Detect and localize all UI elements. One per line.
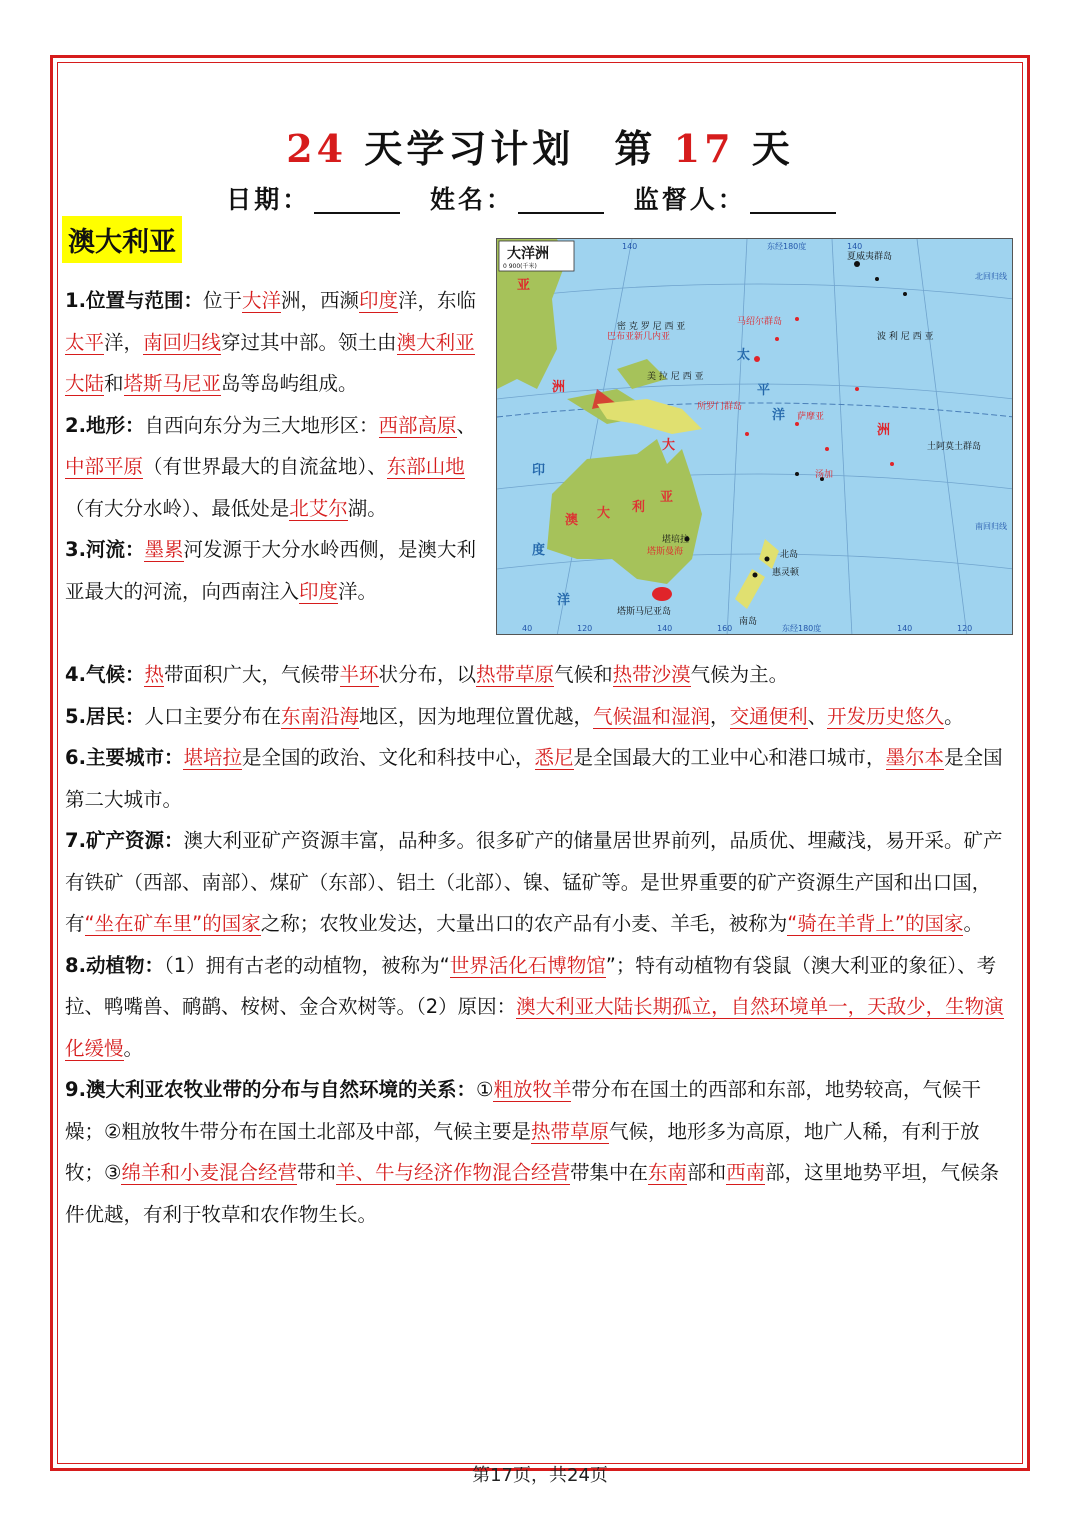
- map-svg: [497, 239, 1013, 635]
- title-text: 天学习计划: [364, 126, 575, 171]
- item-heading: 5.居民：: [65, 704, 145, 728]
- label-indian-3: 洋: [557, 593, 571, 608]
- item-heading: 4.气候：: [65, 663, 145, 686]
- lon-180-bottom: 东经180度: [782, 624, 822, 633]
- para-flora-fauna: [65, 945, 1015, 1070]
- label-tuamotu: 土阿莫土群岛: [927, 442, 982, 452]
- para-rivers: [65, 529, 485, 612]
- item-heading: 8.动植物：: [65, 953, 164, 977]
- body-text: 之称；农牧业发达，大量出口的农产品有小麦、羊毛，被称为: [260, 912, 788, 935]
- answer-text: 澳大利亚大陆: [65, 330, 475, 395]
- label-au-4: 亚: [660, 490, 674, 505]
- body-text: 。: [963, 912, 983, 935]
- label-indian-2: 度: [532, 543, 546, 558]
- body-text: 气候为主。: [690, 663, 789, 686]
- page-title: [0, 118, 1080, 173]
- body-text: ”；特有动植物有袋鼠（澳大利亚的象征）、考拉、鸭嘴兽、鸸鹋、桉树、金合欢树等。（2）原因：: [65, 953, 997, 1018]
- title-text-3: 天: [751, 126, 794, 171]
- answer-text: 粗放牧羊: [493, 1078, 572, 1101]
- date-field[interactable]: [314, 188, 400, 214]
- para-residents: [65, 696, 1015, 738]
- lon-120-bottom: 120: [577, 624, 593, 633]
- para-climate: [65, 654, 1015, 696]
- body-text: 地区，因为地理位置优越，: [359, 704, 594, 728]
- answer-text: 交通便利: [729, 704, 808, 728]
- answer-text: “骑在羊背上”的国家: [787, 912, 964, 935]
- para-cities: [65, 737, 1015, 820]
- answer-text: 墨累: [144, 538, 184, 561]
- answer-text: 开发历史悠久: [827, 704, 945, 728]
- lat-tropic-south: 南回归线: [975, 522, 1007, 531]
- map-title: 大洋洲: [507, 246, 549, 262]
- item-heading: 7.矿产资源：: [65, 829, 184, 852]
- label-au-2: 大: [597, 506, 611, 521]
- answer-text: 东南: [648, 1161, 688, 1184]
- body-text: （有世界最大的自流盆地）、: [143, 455, 387, 478]
- body-text: 穿过其中部。领土由: [221, 330, 397, 354]
- answer-text: 印度: [359, 289, 399, 312]
- answer-text: 澳大利亚大陆长期孤立，自然环境单一，天敌少，生物演化缓慢: [65, 995, 1004, 1060]
- item-heading: 9.澳大利亚农牧业带的分布与自然环境的关系：: [65, 1078, 476, 1101]
- body-text: 带集中在: [570, 1161, 649, 1184]
- label-pacific-3: 洋: [772, 408, 786, 423]
- label-solomon: 所罗门群岛: [697, 402, 743, 412]
- answer-text: 东部山地: [386, 455, 465, 478]
- answer-text: 东南沿海: [281, 704, 360, 728]
- body-text: 岛等岛屿组成。: [221, 372, 358, 395]
- lower-text: [65, 654, 1015, 1235]
- info-line: [0, 180, 1080, 216]
- body-text: 和: [104, 372, 124, 395]
- answer-text: 热带沙漠: [612, 663, 691, 686]
- answer-text: 堪培拉: [183, 746, 242, 769]
- label-au-1: 澳: [565, 513, 579, 528]
- body-text: ①: [475, 1078, 494, 1101]
- label-oceania-zhou: 洲: [877, 423, 891, 438]
- label-hawaii: 夏威夷群岛: [847, 252, 893, 262]
- answer-text: 南回归线: [143, 330, 222, 354]
- label-polynesia: 波 利 尼 西 亚: [877, 332, 934, 342]
- lon-120w-bottom: 120: [957, 624, 973, 633]
- label-zhou: 洲: [552, 380, 566, 395]
- label-canberra: 堪培拉: [662, 535, 690, 545]
- answer-text: 绵羊和小麦混合经营: [121, 1161, 297, 1184]
- label-pacific-2: 平: [757, 383, 771, 398]
- name-field[interactable]: [518, 188, 604, 214]
- label-south-island: 南岛: [739, 617, 758, 627]
- answer-text: 半环: [339, 663, 379, 686]
- answer-text: 气候温和湿润: [593, 704, 711, 728]
- section-heading: 澳大利亚: [62, 216, 182, 263]
- label-samoa: 萨摩亚: [797, 412, 825, 422]
- lat-tropic-north: 北回归线: [975, 272, 1007, 281]
- supervisor-label: 监督人：: [633, 185, 746, 214]
- answer-text: “坐在矿车里”的国家: [84, 912, 261, 935]
- body-text: 湖。: [347, 496, 387, 520]
- answer-text: 西部高原: [378, 413, 457, 437]
- answer-text: 大洋: [242, 289, 282, 312]
- para-location: [65, 280, 485, 405]
- body-text: 洋，东临: [398, 289, 477, 312]
- body-text: 洋。: [338, 579, 378, 603]
- label-wellington: 惠灵顿: [772, 568, 800, 578]
- label-indian-1: 印: [532, 463, 546, 478]
- body-text: ，: [710, 704, 730, 728]
- item-heading: 6.主要城市：: [65, 746, 184, 769]
- para-minerals: [65, 820, 1015, 945]
- answer-text: 印度: [299, 579, 339, 603]
- body-text: 气候，地形多为高原，地广人稀，有利于放牧；③: [65, 1119, 980, 1184]
- body-text: 带和: [297, 1161, 337, 1184]
- para-agriculture: [65, 1069, 1015, 1235]
- day-number: 17: [673, 126, 735, 171]
- lon-140w-bottom: 140: [897, 624, 913, 633]
- answer-text: 世界活化石博物馆: [449, 953, 606, 977]
- para-terrain: [65, 405, 485, 530]
- body-text: 。: [123, 1036, 144, 1060]
- answer-text: 热带草原: [476, 663, 555, 686]
- page-footer: 第17页，共24页: [472, 1465, 608, 1486]
- label-melanesia: 美 拉 尼 西 亚: [647, 372, 704, 382]
- item-heading: 3.河流：: [65, 538, 145, 561]
- answer-text: 羊、牛与经济作物混合经营: [336, 1161, 571, 1184]
- lon-180-top: 东经180度: [767, 242, 807, 251]
- body-text: 、: [807, 704, 828, 728]
- body-text: 澳大利亚矿产资源丰富，品种多。很多矿产的储量居世界前列，品质优、埋藏浅，易开采。矿产有铁矿（西部、南部）、煤矿（东部）、铝土（北部）、镍、锰矿等。是世界重要的矿产资源生产国和出口国，有: [65, 829, 1003, 935]
- body-text: 。: [944, 704, 964, 728]
- lon-140-top: 140: [622, 242, 638, 251]
- body-text: （有大分水岭）、最低处是: [65, 496, 290, 520]
- body-text: 带分布在国土的西部和东部，地势较高，气候干燥；②粗放牧牛带分布在国土北部及中部，气候主要是: [65, 1078, 981, 1143]
- upper-text: [65, 280, 485, 612]
- answer-text: 中部平原: [65, 455, 144, 478]
- label-au-3: 利: [632, 500, 646, 515]
- body-text: 自西向东分为三大地形区：: [144, 413, 379, 437]
- lon-40-bottom: 40: [522, 624, 533, 633]
- item-heading: 1.位置与范围：: [65, 289, 203, 312]
- label-png: 巴布亚新几内亚: [607, 332, 671, 342]
- answer-text: 西南: [726, 1161, 766, 1184]
- body-text: 位于: [202, 289, 242, 312]
- body-text: 人口主要分布在: [144, 704, 281, 728]
- body-text: 部和: [687, 1161, 727, 1184]
- body-text: 河发源于大分水岭西侧，是澳大利亚最大的河流，向西南注入: [65, 538, 477, 603]
- answer-text: 悉尼: [534, 746, 574, 769]
- day-total: 24: [286, 126, 348, 171]
- body-text: 是全国的政治、文化和科技中心，: [242, 746, 535, 769]
- label-micronesia: 密 克 罗 尼 西 亚: [617, 322, 686, 332]
- oceania-map: [496, 238, 1013, 635]
- label-da: 大: [662, 438, 676, 453]
- label-pacific-1: 太: [737, 348, 751, 363]
- name-label: 姓名：: [429, 185, 514, 214]
- lon-160-bottom: 160: [717, 624, 733, 633]
- map-scale: 0 900(千米): [503, 263, 537, 270]
- answer-text: 热: [144, 663, 164, 686]
- body-text: 是全国第二大城市。: [65, 746, 1003, 811]
- label-asia: 亚: [517, 278, 531, 293]
- body-text: 带面积广大，气候带: [164, 663, 340, 686]
- body-text: 、: [456, 413, 477, 437]
- label-marshall: 马绍尔群岛: [737, 317, 783, 327]
- body-text: （1）拥有古老的动植物，被称为“: [163, 953, 450, 977]
- body-text: 洲，西濒: [281, 289, 360, 312]
- answer-text: 墨尔本: [885, 746, 945, 769]
- body-text: 是全国最大的工业中心和港口城市，: [573, 746, 886, 769]
- item-heading: 2.地形：: [65, 413, 145, 437]
- body-text: 洋，: [104, 330, 144, 354]
- label-north-island: 北岛: [780, 550, 799, 560]
- body-text: 部，这里地势平坦，气候条件优越，有利于牧草和农作物生长。: [65, 1161, 1000, 1226]
- label-tonga: 汤加: [815, 470, 834, 480]
- answer-text: 北艾尔: [289, 496, 348, 520]
- answer-text: 太平: [65, 330, 105, 354]
- body-text: 状分布，以: [378, 663, 477, 686]
- lon-140w-top: 140: [847, 242, 863, 251]
- supervisor-field[interactable]: [750, 188, 836, 214]
- label-tasmania: 塔斯马尼亚岛: [617, 607, 672, 617]
- title-text-2: 第: [614, 126, 657, 171]
- lon-140-bottom: 140: [657, 624, 673, 633]
- date-label: 日期：: [226, 185, 311, 214]
- label-tasman-sea: 塔斯曼海: [647, 547, 684, 557]
- answer-text: 热带草原: [530, 1119, 609, 1143]
- body-text: 气候和: [554, 663, 613, 686]
- answer-text: 塔斯马尼亚: [123, 372, 222, 395]
